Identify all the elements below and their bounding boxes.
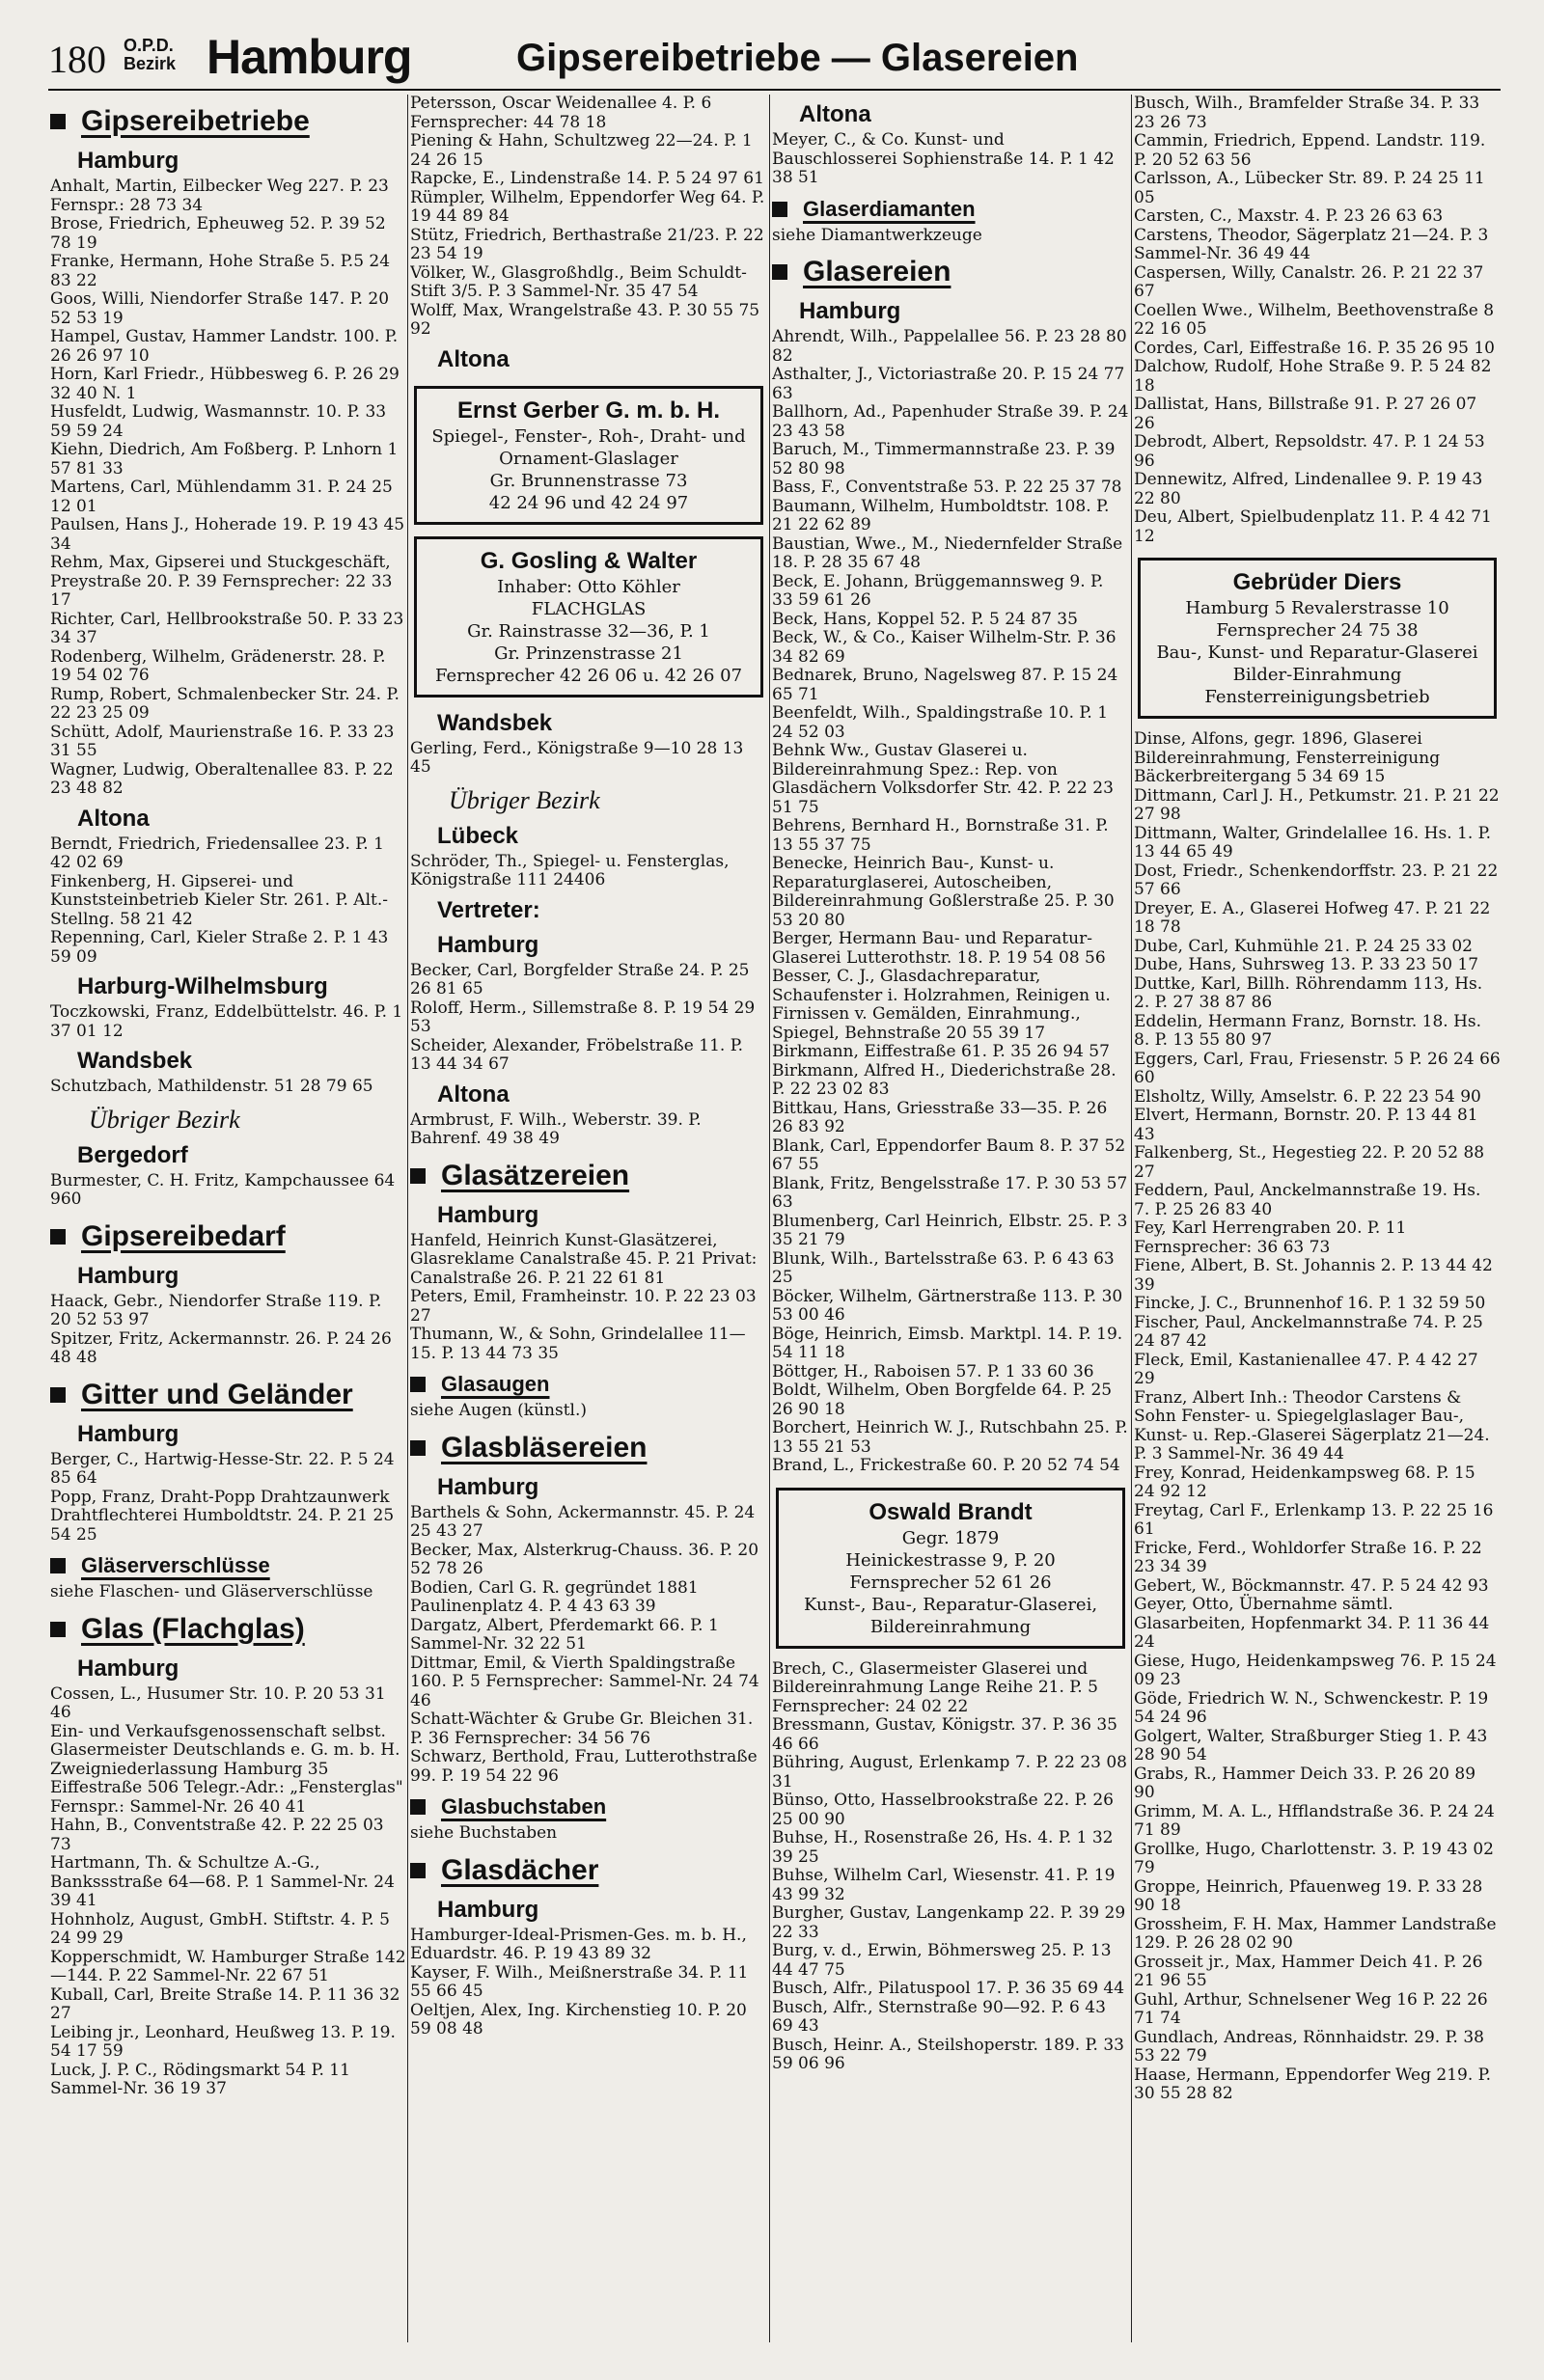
directory-entry: siehe Buchstaben <box>410 1823 558 1843</box>
directory-entry: Asthalter, J., Victoriastraße 20. P. 15 24 77 63 <box>772 365 1125 403</box>
page-header <box>48 29 1496 89</box>
section-title: Glasbuchstaben <box>441 1794 607 1819</box>
directory-entry: Beck, Hans, Koppel 52. P. 5 24 87 35 <box>772 609 1078 629</box>
section-bullet-icon <box>50 1622 66 1637</box>
directory-entry: Barthels & Sohn, Ackermannstr. 45. P. 24 25 43 27 <box>410 1502 756 1541</box>
directory-entry: Bünso, Otto, Hasselbrookstraße 22. P. 26 25 00 90 <box>772 1791 1114 1829</box>
directory-entry: Freytag, Carl F., Erlenkamp 13. P. 22 25 16 61 <box>1134 1500 1494 1539</box>
place-heading: Bergedorf <box>77 1141 188 1168</box>
advertisement-line: Bilder-Einrahmung <box>1232 665 1402 685</box>
directory-entry: Richter, Carl, Hellbrookstraße 50. P. 33 23 34 37 <box>50 609 404 647</box>
place-heading: Hamburg <box>437 931 539 958</box>
directory-entry: Carstens, Theodor, Sägerplatz 21—24. P. 3 Sammel-Nr. 36 49 44 <box>1134 225 1489 263</box>
directory-entry: Cossen, L., Husumer Str. 10. P. 20 53 31 46 <box>50 1683 386 1722</box>
advertisement-line: Fernsprecher 24 75 38 <box>1216 620 1419 641</box>
directory-entry: Ein- und Verkaufsgenossenschaft selbst. Glasermeister Deutschlands e. G. m. b. H. Zweigniederlassung Hamburg 35 Eiffestraße 506 Telegr.-Adr.: „Fensterglas" Fernspr.: Sammel-Nr. 26 40 41 <box>50 1721 403 1817</box>
directory-entry: Hamburger-Ideal-Prismen-Ges. m. b. H., Eduardstr. 46. P. 19 43 89 32 <box>410 1925 747 1963</box>
section-title: Glasbläsereien <box>441 1431 648 1464</box>
directory-entry: Baustian, Wwe., M., Niedernfelder Straße 18. P. 28 35 67 48 <box>772 533 1123 572</box>
directory-entry: Brose, Friedrich, Epheuweg 52. P. 39 52 78 19 <box>50 214 386 253</box>
column-1 <box>50 95 407 2352</box>
directory-entry: Benecke, Heinrich Bau-, Kunst- u. Reparaturglaserei, Autoscheiben, Bildereinrahmung Goßlerstraße 25. P. 30 53 20 80 <box>772 854 1115 930</box>
directory-entry: Duttke, Karl, Billh. Röhrendamm 113, Hs. 2. P. 27 38 87 86 <box>1134 973 1483 1012</box>
place-heading: Hamburg <box>799 298 901 324</box>
section-bullet-icon <box>50 114 66 129</box>
place-heading: Altona <box>437 345 510 372</box>
category-title: Gipsereibetriebe — Glasereien <box>516 37 1079 79</box>
directory-entry: Armbrust, F. Wilh., Weberstr. 39. P. Bahrenf. 49 38 49 <box>410 1109 702 1148</box>
directory-entry: Feddern, Paul, Anckelmannstraße 19. Hs. 7. P. 25 26 83 40 <box>1134 1181 1481 1219</box>
advertisement-line: Spiegel-, Fenster-, Roh-, Draht- und Ornament-Glaslager <box>431 425 746 469</box>
directory-entry: Grosseit jr., Max, Hammer Deich 41. P. 26 21 96 55 <box>1134 1952 1483 1990</box>
directory-entry: Eddelin, Hermann Franz, Bornstr. 18. Hs. 8. P. 13 55 80 97 <box>1134 1011 1482 1050</box>
place-heading: Lübeck <box>437 822 519 849</box>
advertisement-line: FLACHGLAS <box>531 598 647 619</box>
directory-entry: Luck, J. P. C., Rödingsmarkt 54 P. 11 Sammel-Nr. 36 19 37 <box>50 2060 350 2098</box>
advertisement-title: Gebrüder Diers <box>1232 569 1402 595</box>
directory-entry: Besser, C. J., Glasdachreparatur, Schaufenster i. Holzrahmen, Reinigen u. Firnissen v. Gemälden, Einrahmung., Spiegel, Behnstraße 20 55 39 17 <box>772 967 1111 1043</box>
bezirk-label: Bezirk <box>124 54 177 73</box>
directory-entry: Bodien, Carl G. R. gegründet 1881 Paulinenplatz 4. P. 4 43 63 39 <box>410 1577 699 1616</box>
directory-entry: Carlsson, A., Lübecker Str. 89. P. 24 25 11 05 <box>1134 169 1485 207</box>
advertisement-line: Gegr. 1879 <box>901 1527 1000 1548</box>
directory-entry: Blank, Carl, Eppendorfer Baum 8. P. 37 52 67 55 <box>772 1135 1126 1174</box>
directory-entry: Dost, Friedr., Schenkendorffstr. 23. P. 21 22 57 66 <box>1134 861 1499 899</box>
directory-entry: Beck, E. Johann, Brüggemannsweg 9. P. 33 59 61 26 <box>772 571 1104 610</box>
directory-entry: Anhalt, Martin, Eilbecker Weg 227. P. 23 Fernspr.: 28 73 34 <box>50 177 389 215</box>
directory-entry: Dube, Carl, Kuhmühle 21. P. 24 25 33 02 <box>1134 936 1473 956</box>
directory-entry: Rehm, Max, Gipserei und Stuckgeschäft, Preystraße 20. P. 39 Fernsprecher: 22 33 17 <box>50 553 393 610</box>
section-bullet-icon <box>410 1799 426 1815</box>
directory-entry: Groppe, Heinrich, Pfauenweg 19. P. 33 28 90 18 <box>1134 1876 1483 1915</box>
directory-entry: Dittmann, Carl J. H., Petkumstr. 21. P. 21 22 27 98 <box>1134 785 1500 824</box>
directory-entry: Hohnholz, August, GmbH. Stiftstr. 4. P. 5 24 99 29 <box>50 1909 390 1948</box>
directory-entry: Petersson, Oscar Weidenallee 4. P. 6 Fernsprecher: 44 78 18 <box>410 95 712 132</box>
directory-entry: Golgert, Walter, Straßburger Stieg 1. P. 43 28 90 54 <box>1134 1726 1488 1764</box>
section-title: Glasaugen <box>441 1372 550 1396</box>
section-title: Glasereien <box>803 256 951 287</box>
section-heading <box>410 1371 767 1398</box>
directory-entry: Fiene, Albert, B. St. Johannis 2. P. 13 44 42 39 <box>1134 1256 1493 1295</box>
city-name: Hamburg <box>207 30 412 84</box>
directory-entry: Böttger, H., Raboisen 57. P. 1 33 60 36 <box>772 1361 1094 1381</box>
directory-entry: Brech, C., Glasermeister Glaserei und Bildereinrahmung Lange Reihe 21. P. 5 Fernsprecher: 24 02 22 <box>772 1658 1098 1716</box>
directory-entry: Kopperschmidt, W. Hamburger Straße 142—144. P. 22 Sammel-Nr. 22 67 51 <box>50 1947 406 1985</box>
directory-entry: Deu, Albert, Spielbudenplatz 11. P. 4 42 71 12 <box>1134 507 1492 546</box>
directory-entry: Kiehn, Diedrich, Am Foßberg. P. Lnhorn 1 57 81 33 <box>50 440 399 479</box>
directory-entry: Behrens, Bernhard H., Bornstraße 31. P. 13 55 37 75 <box>772 816 1109 855</box>
directory-entry: Roloff, Herm., Sillemstraße 8. P. 19 54 29 53 <box>410 998 756 1036</box>
directory-entry: Busch, Alfr., Sternstraße 90—92. P. 6 43 69 43 <box>772 1997 1106 2036</box>
directory-entry: Scheider, Alexander, Fröbelstraße 11. P. 13 44 34 67 <box>410 1035 744 1074</box>
section-heading <box>410 1793 767 1820</box>
advertisement-line: Heinickestrasse 9, P. 20 <box>845 1549 1056 1571</box>
directory-entry: Horn, Karl Friedr., Hübbesweg 6. P. 26 29 32 40 N. 1 <box>50 365 400 403</box>
directory-entry: Burg, v. d., Erwin, Böhmersweg 25. P. 13 44 47 75 <box>772 1941 1112 1980</box>
directory-entry: Elvert, Hermann, Bornstr. 20. P. 13 44 81 43 <box>1134 1106 1478 1144</box>
directory-entry: Becker, Carl, Borgfelder Straße 24. P. 25 26 81 65 <box>410 960 750 999</box>
directory-entry: Elsholtz, Willy, Amselstr. 6. P. 22 23 54 90 <box>1134 1086 1481 1107</box>
directory-entry: Hartmann, Th. & Schultze A.-G., Bankssstraße 64—68. P. 1 Sammel-Nr. 24 39 41 <box>50 1853 395 1910</box>
directory-entry: Cordes, Carl, Eiffestraße 16. P. 35 26 95 10 <box>1134 338 1495 358</box>
directory-entry: Oeltjen, Alex, Ing. Kirchenstieg 10. P. 20 59 08 48 <box>410 2000 747 2038</box>
directory-entry: Blumenberg, Carl Heinrich, Elbstr. 25. P. 3 35 21 79 <box>772 1211 1128 1249</box>
section-heading <box>410 1431 767 1465</box>
advertisement-title: Ernst Gerber G. m. b. H. <box>456 397 721 424</box>
directory-entry: Birkmann, Alfred H., Diederichstraße 28. P. 22 23 02 83 <box>772 1060 1117 1099</box>
section-bullet-icon <box>50 1558 66 1573</box>
directory-entry: Berger, Hermann Bau- und Reparatur-Glaserei Lutterothstr. 18. P. 19 54 08 56 <box>772 929 1106 968</box>
directory-entry: Wolff, Max, Wrangelstraße 43. P. 30 55 75 92 <box>410 300 760 339</box>
directory-entry: Gebert, W., Böckmannstr. 47. P. 5 24 42 93 <box>1134 1575 1489 1596</box>
directory-entry: Brand, L., Frickestraße 60. P. 20 52 74 54 <box>772 1456 1120 1475</box>
directory-entry: Busch, Heinr. A., Steilshoperstr. 189. P. 33 59 06 96 <box>772 2035 1124 2073</box>
directory-entry: Dinse, Alfons, gegr. 1896, Glaserei Bildereinrahmung, Fensterreinigung Bäckerbreitergang 5 34 69 15 <box>1134 729 1441 786</box>
advertisement-line: Bildereinrahmung <box>869 1616 1032 1637</box>
place-heading: Hamburg <box>77 1262 179 1289</box>
section-heading <box>50 1612 407 1647</box>
directory-entry: Baumann, Wilhelm, Humboldtstr. 108. P. 21 22 62 89 <box>772 496 1110 534</box>
advertisement-line: Fensterreinigungsbetrieb <box>1204 687 1430 707</box>
opd-label <box>124 37 176 73</box>
place-heading: Hamburg <box>437 1896 539 1923</box>
advertisement-line: Gr. Prinzenstrasse 21 <box>494 643 683 664</box>
directory-entry: Franke, Hermann, Hohe Straße 5. P.5 24 83 22 <box>50 252 391 290</box>
section-heading <box>410 1853 767 1888</box>
advertisement-line: Gr. Rainstrasse 32—36, P. 1 <box>467 620 710 642</box>
directory-entry: Gerling, Ferd., Königstraße 9—10 28 13 45 <box>410 738 744 777</box>
directory-entry: Gundlach, Andreas, Rönnhaidstr. 29. P. 38 53 22 79 <box>1134 2027 1485 2065</box>
advertisement-line: Fernsprecher 52 61 26 <box>849 1572 1052 1593</box>
advertisement-line: Hamburg 5 Revalerstrasse 10 <box>1185 598 1449 618</box>
section-bullet-icon <box>50 1387 66 1403</box>
directory-entry: Peters, Emil, Framheinstr. 10. P. 22 23 03 27 <box>410 1287 757 1326</box>
directory-entry: Popp, Franz, Draht-Popp Drahtzaunwerk Drahtflechterei Humboldtstr. 24. P. 21 25 54 25 <box>50 1487 395 1545</box>
place-heading: Hamburg <box>77 1420 179 1447</box>
directory-entry: Finkenberg, H. Gipserei- und Kunststeinbetrieb Kieler Str. 261. P. Alt.-Stellng. 58 21 42 <box>50 871 388 929</box>
directory-entry: Borchert, Heinrich W. J., Rutschbahn 25. P. 13 55 21 53 <box>772 1418 1128 1457</box>
directory-entry: Meyer, C., & Co. Kunst- und Bauschlosserei Sophienstraße 14. P. 1 42 38 51 <box>772 130 1115 187</box>
directory-entry: Hampel, Gustav, Hammer Landstr. 100. P. 26 26 97 10 <box>50 327 399 366</box>
directory-entry: Busch, Wilh., Bramfelder Straße 34. P. 33 23 26 73 <box>1134 95 1480 132</box>
directory-entry: Buhse, H., Rosenstraße 26, Hs. 4. P. 1 32 39 25 <box>772 1828 1114 1867</box>
directory-entry: siehe Diamantwerkzeuge <box>772 225 982 245</box>
column-divider <box>407 95 408 2342</box>
opd-abbrev: O.P.D. <box>124 36 174 55</box>
directory-entry: Eggers, Carl, Frau, Friesenstr. 5 P. 26 24 66 60 <box>1134 1049 1501 1087</box>
column-divider <box>769 95 770 2342</box>
section-title: Glaserdiamanten <box>803 196 976 221</box>
directory-entry: Husfeldt, Ludwig, Wasmannstr. 10. P. 33 59 59 24 <box>50 402 387 441</box>
column-3 <box>772 95 1129 2352</box>
section-bullet-icon <box>410 1168 426 1184</box>
section-title: Gipsereibetriebe <box>81 105 310 137</box>
directory-entry: Becker, Max, Alsterkrug-Chauss. 36. P. 20 52 78 26 <box>410 1540 759 1578</box>
header-rule <box>48 89 1501 91</box>
directory-entry: Grimm, M. A. L., Hfflandstraße 36. P. 24 24 71 89 <box>1134 1801 1495 1840</box>
directory-entry: Falkenberg, St., Hegestieg 22. P. 20 52 88 27 <box>1134 1143 1485 1182</box>
directory-entry: Franz, Albert Inh.: Theodor Carstens & Sohn Fenster- u. Spiegelglaslager Bau-, Kunst- u. Rep.-Glaserei Sägerplatz 21—24. P. 3 Sammel-Nr. 36 49 44 <box>1134 1387 1490 1464</box>
place-heading: Wandsbek <box>437 709 553 736</box>
directory-entry: Bressmann, Gustav, Königstr. 37. P. 36 35 46 66 <box>772 1715 1117 1754</box>
section-title: Glasätzereien <box>441 1159 630 1191</box>
directory-entry: Schröder, Th., Spiegel- u. Fensterglas, Königstraße 111 24406 <box>410 851 730 889</box>
directory-entry: Caspersen, Willy, Canalstr. 26. P. 21 22 37 67 <box>1134 262 1484 301</box>
directory-entry: Dallistat, Hans, Billstraße 91. P. 27 26 07 26 <box>1134 395 1477 433</box>
directory-entry: Fincke, J. C., Brunnenhof 16. P. 1 32 59 50 <box>1134 1294 1486 1313</box>
directory-entry: Schwarz, Berthold, Frau, Lutterothstraße 99. P. 19 54 22 96 <box>410 1747 758 1786</box>
column-4 <box>1134 95 1501 2352</box>
place-heading: Altona <box>437 1081 510 1108</box>
advertisement-line: Gr. Brunnenstrasse 73 <box>489 470 688 491</box>
directory-entry: Haase, Hermann, Eppendorfer Weg 219. P. 30 55 28 82 <box>1134 2065 1492 2103</box>
directory-entry: Dargatz, Albert, Pferdemarkt 66. P. 1 Sammel-Nr. 32 22 51 <box>410 1615 719 1654</box>
directory-entry: Ahrendt, Wilh., Pappelallee 56. P. 23 28 80 82 <box>772 327 1127 366</box>
page-number: 180 <box>48 38 106 81</box>
section-title: Glasdächer <box>441 1853 599 1886</box>
directory-entry: Fleck, Emil, Kastanienallee 47. P. 4 42 27 29 <box>1134 1350 1478 1388</box>
advertisement-title: Oswald Brandt <box>868 1498 1033 1525</box>
advertisement-box <box>414 386 763 525</box>
directory-entry: Dalchow, Rudolf, Hohe Straße 9. P. 5 24 82 18 <box>1134 357 1492 396</box>
advertisement-line: Inhaber: Otto Köhler <box>497 576 680 597</box>
place-heading: Hamburg <box>77 148 179 174</box>
directory-entry: Buhse, Wilhelm Carl, Wiesenstr. 41. P. 19 43 99 32 <box>772 1866 1116 1904</box>
directory-entry: Busch, Alfr., Pilatuspool 17. P. 36 35 69 44 <box>772 1979 1125 1998</box>
place-heading: Hamburg <box>437 1201 539 1228</box>
section-bullet-icon <box>410 1377 426 1392</box>
directory-entry: Spitzer, Fritz, Ackermannstr. 26. P. 24 26 48 48 <box>50 1328 392 1367</box>
directory-entry: Stütz, Friedrich, Berthastraße 21/23. P. 22 23 54 19 <box>410 225 764 263</box>
directory-entry: Repenning, Carl, Kieler Straße 2. P. 1 43 59 09 <box>50 928 389 967</box>
advertisement-line: Bau-, Kunst- und Reparatur-Glaserei <box>1156 643 1478 663</box>
directory-entry: Schutzbach, Mathildenstr. 51 28 79 65 <box>50 1077 373 1096</box>
directory-entry: siehe Flaschen- und Gläserverschlüsse <box>50 1582 373 1601</box>
directory-entry: Haack, Gebr., Niendorfer Straße 119. P. 20 52 53 97 <box>50 1291 382 1329</box>
place-heading: Altona <box>799 101 871 127</box>
directory-entry: Leibing jr., Leonhard, Heußweg 13. P. 19. 54 17 59 <box>50 2022 396 2061</box>
place-heading: Wandsbek <box>77 1048 193 1074</box>
directory-entry: Geyer, Otto, Übernahme sämtl. Glasarbeiten, Hopfenmarkt 34. P. 11 36 44 24 <box>1134 1595 1490 1652</box>
directory-entry: Debrodt, Albert, Repsoldstr. 47. P. 1 24 53 96 <box>1134 432 1485 471</box>
place-heading: Hamburg <box>77 1655 179 1682</box>
section-bullet-icon <box>50 1229 66 1245</box>
place-heading: Vertreter: <box>437 896 540 923</box>
directory-entry: Toczkowski, Franz, Eddelbüttelstr. 46. P. 1 37 01 12 <box>50 1002 403 1041</box>
directory-entry: Bittkau, Hans, Griesstraße 33—35. P. 26 26 83 92 <box>772 1098 1108 1136</box>
directory-entry: Thumann, W., & Sohn, Grindelallee 11—15. P. 13 44 73 35 <box>410 1325 746 1363</box>
directory-entry: Rump, Robert, Schmalenbecker Str. 24. P. 22 23 25 09 <box>50 684 400 723</box>
section-heading <box>50 1378 407 1412</box>
directory-entry: Behnk Ww., Gustav Glaserei u. Bildereinrahmung Spez.: Rep. von Glasdächern Volksdorfer Str. 42. P. 22 23 51 75 <box>772 741 1114 817</box>
directory-entry: Bass, F., Conventstraße 53. P. 22 25 37 78 <box>772 478 1122 497</box>
advertisement-box <box>1138 558 1497 719</box>
directory-entry: Coellen Wwe., Wilhelm, Beethovenstraße 8 22 16 05 <box>1134 300 1495 339</box>
directory-entry: Böge, Heinrich, Eimsb. Marktpl. 14. P. 19. 54 11 18 <box>772 1324 1123 1362</box>
directory-entry: Schatt-Wächter & Grube Gr. Bleichen 31. P. 36 Fernsprecher: 34 56 76 <box>410 1710 754 1748</box>
directory-entry: Bühring, August, Erlenkamp 7. P. 22 23 08 31 <box>772 1753 1127 1792</box>
directory-entry: Ballhorn, Ad., Papenhuder Straße 39. P. 24 23 43 58 <box>772 402 1129 441</box>
section-heading <box>50 104 407 139</box>
directory-entry: Paulsen, Hans J., Hoherade 19. P. 19 43 45 34 <box>50 515 405 554</box>
directory-entry: Rümpler, Wilhelm, Eppendorfer Weg 64. P. 19 44 89 84 <box>410 187 765 226</box>
directory-entry: Kayser, F. Wilh., Meißnerstraße 34. P. 11 55 66 45 <box>410 1962 749 2001</box>
directory-entry: Hahn, B., Conventstraße 42. P. 22 25 03 73 <box>50 1816 384 1854</box>
directory-entry: Dittmar, Emil, & Vierth Spaldingstraße 160. P. 5 Fernsprecher: Sammel-Nr. 24 74 46 <box>410 1653 759 1710</box>
section-heading <box>50 1552 407 1579</box>
directory-entry: Cammin, Friedrich, Eppend. Landstr. 119. P. 20 52 63 56 <box>1134 131 1486 170</box>
directory-entry: Völker, W., Glasgroßhdlg., Beim Schuldt-Stift 3/5. P. 3 Sammel-Nr. 35 47 54 <box>410 262 747 301</box>
directory-entry: Goos, Willi, Niendorfer Straße 147. P. 20 52 53 19 <box>50 289 390 328</box>
directory-entry: Piening & Hahn, Schultzweg 22—24. P. 1 24 26 15 <box>410 131 753 170</box>
section-bullet-icon <box>772 264 787 280</box>
directory-entry: Birkmann, Eiffestraße 61. P. 35 26 94 57 <box>772 1042 1110 1061</box>
directory-entry: Fey, Karl Herrengraben 20. P. 11 Fernsprecher: 36 63 73 <box>1134 1218 1407 1257</box>
directory-entry: Hanfeld, Heinrich Kunst-Glasätzerei, Glasreklame Canalstraße 45. P. 21 Privat: Canalstraße 26. P. 21 22 61 81 <box>410 1230 758 1288</box>
directory-entry: Dreyer, E. A., Glaserei Hofweg 47. P. 21 22 18 78 <box>1134 898 1491 937</box>
directory-entry: Beenfeldt, Wilh., Spaldingstraße 10. P. 1 24 52 03 <box>772 703 1109 742</box>
directory-entry: siehe Augen (künstl.) <box>410 1401 588 1420</box>
directory-entry: Baruch, M., Timmermannstraße 23. P. 39 52 80 98 <box>772 440 1116 479</box>
directory-entry: Guhl, Arthur, Schnelsener Weg 16 P. 22 26 71 74 <box>1134 1989 1488 2028</box>
place-heading: Harburg-Wilhelmsburg <box>77 973 328 999</box>
advertisement-line: Kunst-, Bau-, Reparatur-Glaserei, <box>803 1594 1098 1615</box>
column-2 <box>410 95 767 2352</box>
directory-entry: Frey, Konrad, Heidenkampsweg 68. P. 15 24 92 12 <box>1134 1463 1475 1501</box>
section-heading <box>50 1219 407 1254</box>
directory-entry: Blank, Fritz, Bengelsstraße 17. P. 30 53 57 63 <box>772 1173 1128 1212</box>
directory-entry: Kuball, Carl, Breite Straße 14. P. 11 36 32 27 <box>50 1984 400 2023</box>
section-heading <box>772 196 1129 223</box>
directory-entry: Berndt, Friedrich, Friedensallee 23. P. 1 42 02 69 <box>50 834 384 872</box>
place-heading: Hamburg <box>437 1473 539 1500</box>
directory-entry: Dube, Hans, Suhrsweg 13. P. 33 23 50 17 <box>1134 955 1479 974</box>
directory-entry: Rodenberg, Wilhelm, Grädenerstr. 28. P. 19 54 02 76 <box>50 646 386 685</box>
place-heading: Übriger Bezirk <box>449 785 600 814</box>
directory-entry: Giese, Hugo, Heidenkampsweg 76. P. 15 24 09 23 <box>1134 1651 1497 1689</box>
advertisement-box <box>776 1488 1125 1649</box>
advertisement-title: G. Gosling & Walter <box>480 547 698 574</box>
directory-entry: Böcker, Wilhelm, Gärtnerstraße 113. P. 30 53 00 46 <box>772 1286 1123 1325</box>
section-title: Gitter und Geländer <box>81 1378 353 1410</box>
directory-entry: Burgher, Gustav, Langenkamp 22. P. 39 29 22 33 <box>772 1903 1126 1942</box>
directory-entry: Berger, C., Hartwig-Hesse-Str. 22. P. 5 24 85 64 <box>50 1449 395 1488</box>
directory-entry: Fischer, Paul, Anckelmannstraße 74. P. 25 24 87 42 <box>1134 1312 1483 1351</box>
section-bullet-icon <box>410 1440 426 1456</box>
column-divider <box>1131 95 1132 2342</box>
directory-entry: Fricke, Ferd., Wohldorfer Straße 16. P. 22 23 34 39 <box>1134 1538 1482 1576</box>
section-heading <box>772 255 1129 289</box>
place-heading: Übriger Bezirk <box>89 1105 240 1134</box>
directory-entry: Bednarek, Bruno, Nagelsweg 87. P. 15 24 65 71 <box>772 666 1118 704</box>
directory-entry: Carsten, C., Maxstr. 4. P. 23 26 63 63 <box>1134 206 1444 226</box>
section-heading <box>410 1159 767 1193</box>
directory-entry: Schütt, Adolf, Maurienstraße 16. P. 33 23 31 55 <box>50 722 395 760</box>
section-bullet-icon <box>410 1863 426 1878</box>
directory-entry: Dennewitz, Alfred, Lindenallee 9. P. 19 43 22 80 <box>1134 470 1483 508</box>
directory-entry: Grabs, R., Hammer Deich 33. P. 26 20 89 90 <box>1134 1764 1476 1802</box>
directory-entry: Beck, W., & Co., Kaiser Wilhelm-Str. P. 36 34 82 69 <box>772 628 1117 667</box>
advertisement-line: Fernsprecher 42 26 06 u. 42 26 07 <box>434 665 743 686</box>
section-title: Gipsereibedarf <box>81 1219 286 1252</box>
advertisement-line: 42 24 96 und 42 24 97 <box>488 492 689 513</box>
directory-entry: Rapcke, E., Lindenstraße 14. P. 5 24 97 61 <box>410 169 764 188</box>
place-heading: Altona <box>77 805 150 832</box>
section-bullet-icon <box>772 202 787 217</box>
advertisement-box <box>414 536 763 698</box>
directory-entry: Grossheim, F. H. Max, Hammer Landstraße 129. P. 26 28 02 90 <box>1134 1914 1497 1953</box>
directory-entry: Burmester, C. H. Fritz, Kampchaussee 64 960 <box>50 1170 396 1209</box>
section-title: Gläserverschlüsse <box>81 1553 270 1577</box>
directory-entry: Grollke, Hugo, Charlottenstr. 3. P. 19 43 02 79 <box>1134 1839 1494 1877</box>
section-title: Glas (Flachglas) <box>81 1612 305 1645</box>
directory-entry: Dittmann, Walter, Grindelallee 16. Hs. 1. P. 13 44 65 49 <box>1134 823 1492 862</box>
directory-entry: Wagner, Ludwig, Oberaltenallee 83. P. 22 23 48 82 <box>50 759 394 798</box>
directory-entry: Boldt, Wilhelm, Oben Borgfelde 64. P. 25 26 90 18 <box>772 1381 1113 1419</box>
directory-entry: Blunk, Wilh., Bartelsstraße 63. P. 6 43 63 25 <box>772 1248 1115 1287</box>
directory-entry: Göde, Friedrich W. N., Schwenckestr. P. 19 54 24 96 <box>1134 1688 1489 1727</box>
directory-entry: Martens, Carl, Mühlendamm 31. P. 24 25 12 01 <box>50 478 393 516</box>
